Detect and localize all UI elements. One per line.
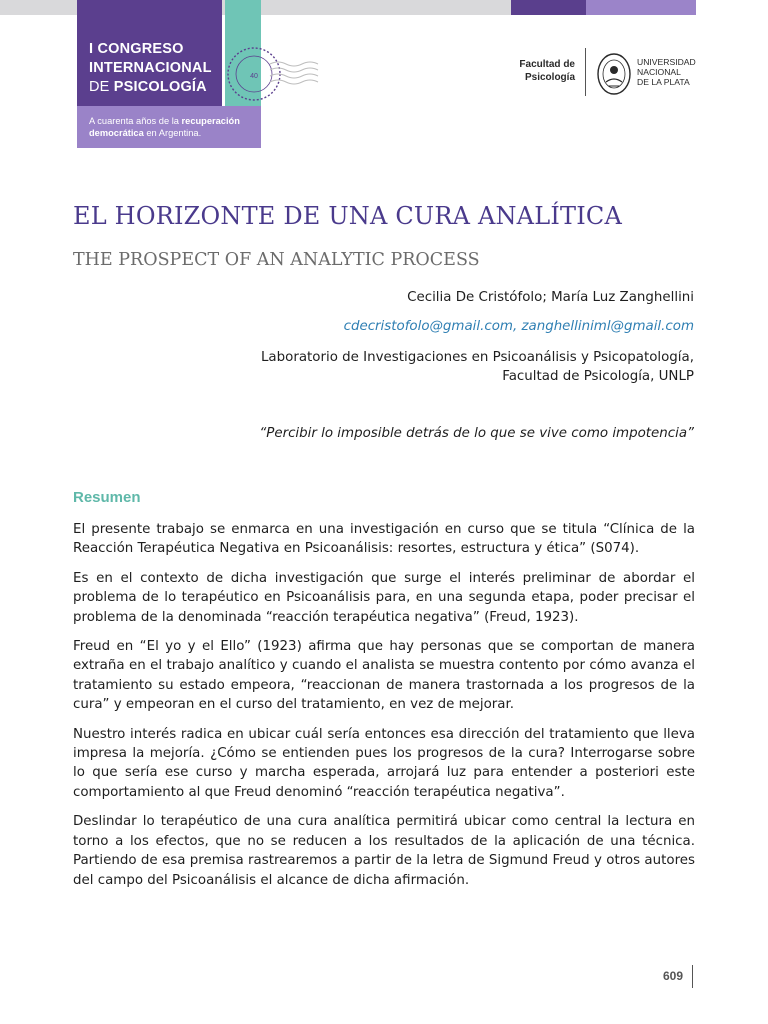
university-name: UNIVERSIDAD NACIONAL DE LA PLATA (637, 57, 696, 87)
article-subtitle: THE PROSPECT OF AN ANALYTIC PROCESS (73, 250, 480, 270)
top-bar-accent-purple (511, 0, 586, 15)
header-divider (585, 48, 586, 96)
faculty-name: Facultad de Psicología (519, 59, 575, 83)
svg-text:40: 40 (250, 73, 258, 80)
university-seal-icon (596, 52, 632, 96)
abstract-paragraph: Es en el contexto de dicha investigación que surge el interés preliminar de abordar el problema de lo terapéutico en Psicoanálisis para, en una segunda etapa, poder precisar el problema de la denominada “reacción terapéutica negativa” (Freud, 1923). (73, 570, 695, 625)
conference-title: I CONGRESO INTERNACIONAL DE PSICOLOGÍA (89, 41, 212, 95)
conference-logo-block (77, 0, 222, 106)
conference-subtitle-block (77, 106, 261, 148)
page-number-rule (692, 965, 693, 988)
author-emails[interactable]: cdecristofolo@gmail.com, zanghelliniml@gmail.com (343, 319, 694, 334)
abstract-heading: Resumen (73, 489, 141, 506)
abstract-paragraph: Nuestro interés radica en ubicar cuál sería entonces esa dirección del tratamiento que lleva impresa la mejoría. ¿Cómo se entienden pues los progresos de la cura? Interrogarse sobre lo que sería ese curso y marcha esperada, arrojará luz para entender a posteriori este comportamiento al que Freud denominó “reacción terapéutica negativa”. (73, 726, 695, 800)
article-title: EL HORIZONTE DE UNA CURA ANALÍTICA (73, 202, 623, 230)
postmark-stamp-icon (222, 38, 332, 108)
affiliation: Laboratorio de Investigaciones en Psicoanálisis y Psicopatología, Facultad de Psicología, UNLP (260, 350, 694, 384)
epigraph: “Percibir lo imposible detrás de lo que se vive como impotencia” (259, 426, 694, 441)
authors: Cecilia De Cristófolo; María Luz Zanghellini (407, 290, 694, 305)
abstract-body (73, 520, 695, 900)
top-bar-accent-lavender (586, 0, 696, 15)
page-number: 609 (662, 969, 683, 983)
abstract-paragraph: El presente trabajo se enmarca en una investigación en curso que se titula “Clínica de la Reacción Terapéutica Negativa en Psicoanálisis: resortes, estructura y ética” (S074). (73, 522, 695, 557)
abstract-paragraph: Deslindar lo terapéutico de una cura analítica permitirá ubicar como central la lectura en torno a los efectos, que no se reducen a los resultados de la aplicación de una técnica. Partiendo de esa premisa rastrearemos a partir de la letra de Sigmund Freud y otros autores del campo del Psicoanálisis el alcance de dicha afirmación. (73, 814, 695, 888)
conference-subtitle: A cuarenta años de la recuperación democrática en Argentina. (89, 116, 240, 138)
abstract-paragraph: Freud en “El yo y el Ello” (1923) afirma que hay personas que se comportan de manera extraña en el trabajo analítico y cuando el analista se muestra contento por cómo avanza el tratamiento su estado empeora, “reaccionan de manera trastornada a los progresos de la cura” y empeoran en el curso del tratamiento, en vez de mejorar. (73, 639, 695, 713)
